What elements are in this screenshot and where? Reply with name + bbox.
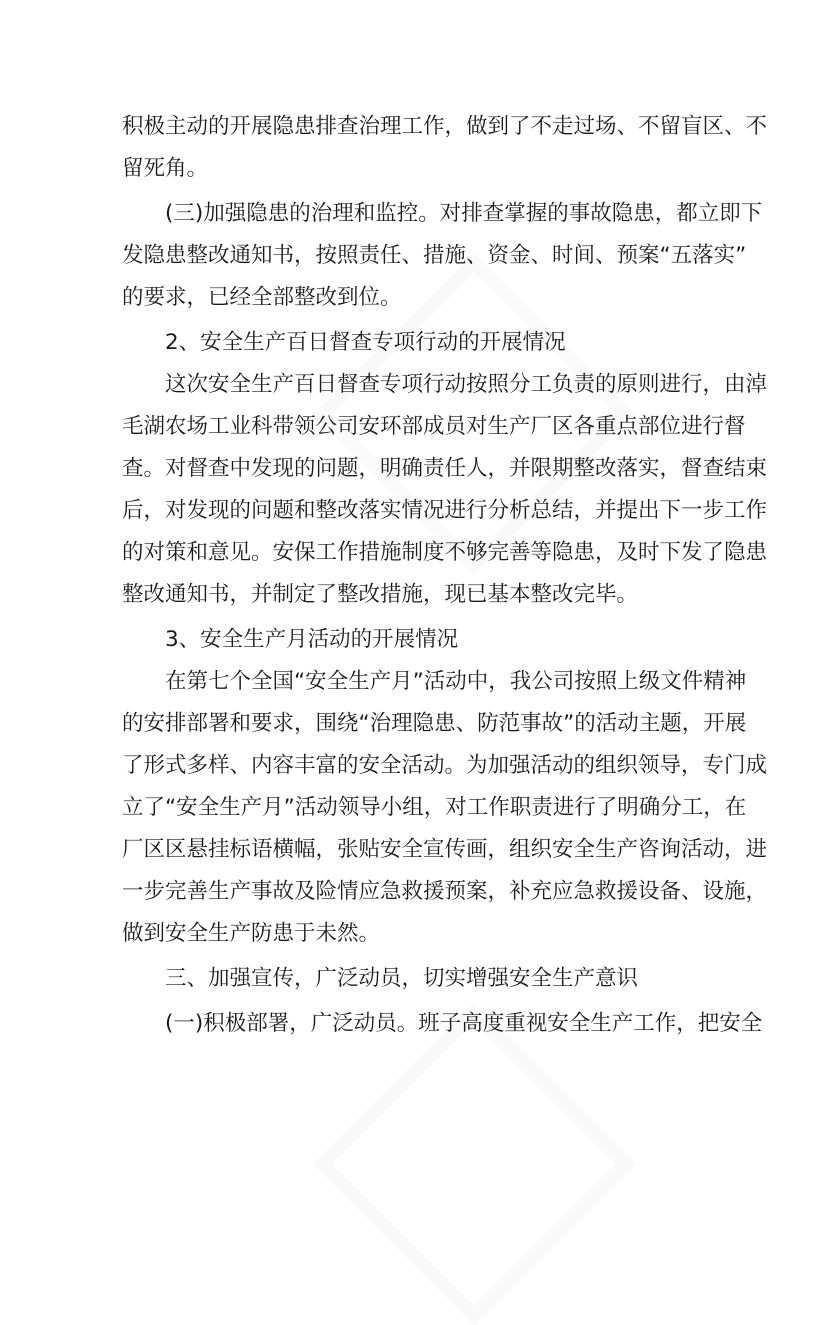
- text-line: 做到安全生产防患于未然。: [122, 921, 381, 946]
- text-line: 后，对发现的问题和整改落实情况进行分析总结，并提出下一步工作: [122, 498, 768, 523]
- text-line: 了形式多样、内容丰富的安全活动。为加强活动的组织领导，专门成: [122, 753, 768, 778]
- text-line: 三、加强宣传，广泛动员，切实增强安全生产意识: [165, 966, 639, 991]
- text-line: 的对策和意见。安保工作措施制度不够完善等隐患，及时下发了隐患: [122, 540, 768, 565]
- text-line: (一)积极部署，广泛动员。班子高度重视安全生产工作，把安全: [165, 1011, 763, 1036]
- text-line: 在第七个全国“安全生产月”活动中，我公司按照上级文件精神: [165, 669, 747, 694]
- text-line: 一步完善生产事故及险情应急救援预案，补充应急救援设备、设施，: [122, 879, 768, 904]
- text-line: 整改通知书，并制定了整改措施，现已基本整改完毕。: [122, 582, 639, 607]
- text-line: 积极主动的开展隐患排查治理工作，做到了不走过场、不留盲区、不: [122, 114, 768, 139]
- watermark-shape: [313, 1003, 635, 1325]
- text-line: 立了“安全生产月”活动领导小组，对工作职责进行了明确分工，在: [122, 795, 747, 820]
- text-line: 的安排部署和要求，围绕“治理隐患、防范事故”的活动主题，开展: [122, 711, 747, 736]
- text-line: 的要求，已经全部整改到位。: [122, 285, 402, 310]
- text-line: (三)加强隐患的治理和监控。对排查掌握的事故隐患，都立即下: [165, 201, 763, 226]
- text-line: 发隐患整改通知书，按照责任、措施、资金、时间、预案“五落实”: [122, 243, 747, 268]
- text-line: 留死角。: [122, 156, 209, 181]
- text-line: 这次安全生产百日督查专项行动按照分工负责的原则进行，由淖: [165, 372, 768, 397]
- text-line: 3、安全生产月活动的开展情况: [165, 627, 459, 652]
- document-page: [122, 106, 768, 1045]
- text-line: 查。对督查中发现的问题，明确责任人，并限期整改落实，督查结束: [122, 456, 768, 481]
- text-line: 厂区区悬挂标语横幅，张贴安全宣传画，组织安全生产咨询活动，进: [122, 837, 768, 862]
- text-line: 毛湖农场工业科带领公司安环部成员对生产厂区各重点部位进行督: [122, 414, 746, 439]
- text-line: 2、安全生产百日督查专项行动的开展情况: [165, 330, 566, 355]
